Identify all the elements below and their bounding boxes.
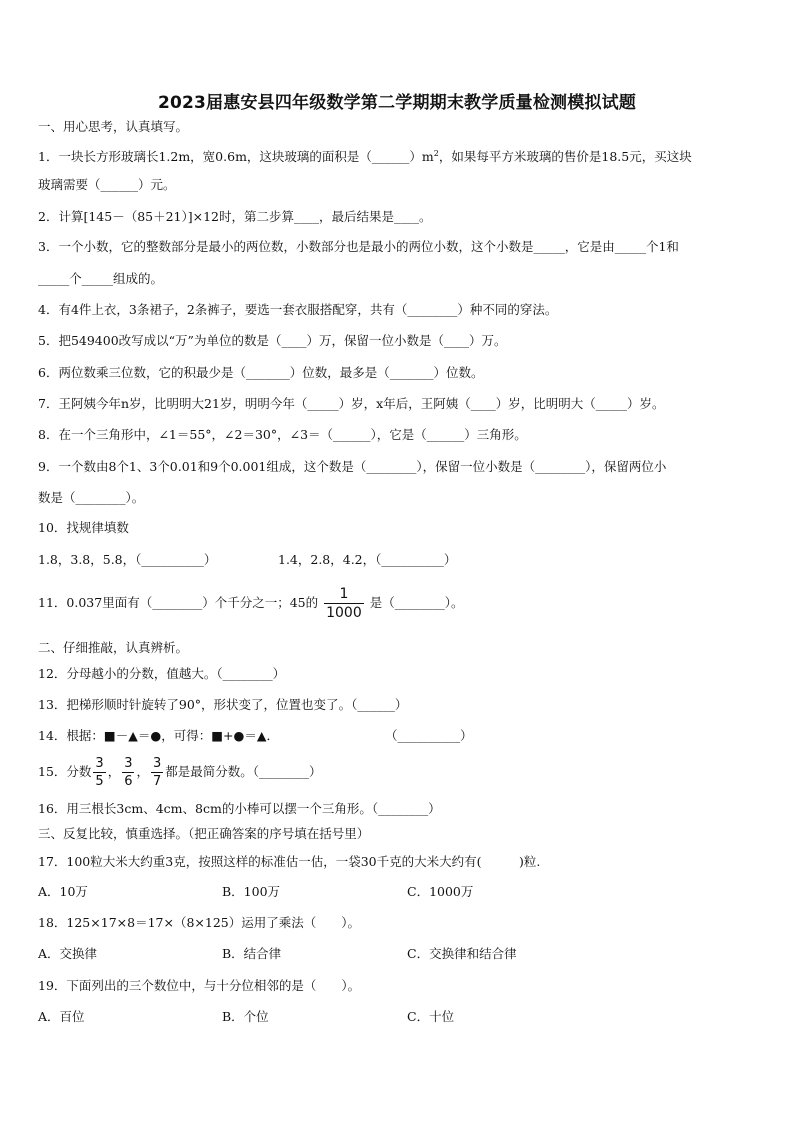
question-15-fraction-2 <box>122 757 134 788</box>
question-1-line-1 <box>38 145 692 166</box>
question-15-text-b: 都是最简分数。（________） <box>165 764 322 779</box>
question-11-text-a: 11．0.037里面有（________）个千分之一；45的 <box>38 595 319 610</box>
question-1-superscript: 2 <box>433 149 439 158</box>
question-3-line-2: _____个_____组成的。 <box>38 271 164 286</box>
question-19-stem: 19．下面列出的三个数位中，与十分位相邻的是（ ）。 <box>38 978 361 993</box>
question-2: 2．计算[145－（85＋21）]×12时，第二步算____，最后结果是____。 <box>38 209 432 224</box>
question-17-option-b: B．100万 <box>222 884 281 899</box>
question-14-blank: （__________） <box>385 728 473 743</box>
section-2-heading: 二、仔细推敲，认真辨析。 <box>38 640 189 655</box>
question-10-right: 1.4，2.8，4.2，（__________） <box>278 552 457 567</box>
question-12: 12．分母越小的分数，值越大。（________） <box>38 666 286 681</box>
section-1-heading: 一、用心思考，认真填写。 <box>38 119 189 134</box>
section-3-heading: 三、反复比较，慎重选择。（把正确答案的序号填在括号里） <box>38 826 370 841</box>
question-19-option-a: A．百位 <box>38 1009 85 1024</box>
question-11-fraction <box>324 587 364 620</box>
question-11-text-b: 是（________）。 <box>369 595 464 610</box>
question-3-line-1: 3．一个小数，它的整数部分是最小的两位数，小数部分也是最小的两位小数，这个小数是_____，它是由_____个1和 <box>38 239 679 254</box>
question-14-text: 14．根据：■－▲＝●，可得：■+●＝▲． <box>38 728 280 743</box>
question-1-line-2: 玻璃需要（______）元。 <box>38 177 176 192</box>
question-10-title: 10．找规律填数 <box>38 520 129 535</box>
question-17-option-c: C．1000万 <box>407 884 474 899</box>
fraction-denominator: 1000 <box>326 605 362 621</box>
question-16: 16．用三根长3cm、4cm、8cm的小棒可以摆一个三角形。（________） <box>38 801 441 816</box>
fraction-denominator: 5 <box>95 774 104 789</box>
question-15-fraction-1 <box>93 757 105 788</box>
question-15 <box>38 752 322 792</box>
question-9-line-2: 数是（________）。 <box>38 490 145 505</box>
fraction-numerator: 1 <box>324 587 364 604</box>
question-8: 8．在一个三角形中，∠1＝55°，∠2＝30°，∠3＝（______），它是（______）三角形。 <box>38 427 527 442</box>
question-10-left: 1.8，3.8，5.8，（__________） <box>38 552 217 567</box>
question-19-option-c: C．十位 <box>407 1009 455 1024</box>
question-1-text-a: 1．一块长方形玻璃长1.2m，宽0.6m，这块玻璃的面积是（______）m <box>38 149 434 164</box>
question-14 <box>38 727 473 745</box>
fraction-numerator: 3 <box>153 756 162 771</box>
question-17-option-a: A．10万 <box>38 884 88 899</box>
fraction-numerator: 3 <box>95 756 104 771</box>
fraction-denominator: 6 <box>124 774 133 789</box>
question-19-option-b: B．个位 <box>222 1009 269 1024</box>
question-18-option-a: A．交换律 <box>38 946 98 961</box>
page-title: 2023届惠安县四年级数学第二学期期末教学质量检测模拟试题 <box>157 93 637 113</box>
question-7: 7．王阿姨今年n岁，比明明大21岁，明明今年（_____）岁，x年后，王阿姨（____）岁，比明明大（_____）岁。 <box>38 396 665 411</box>
question-17-stem: 17．100粒大米大约重3克，按照这样的标准估一估，一袋30千克的大米大约有( )粒. <box>38 854 541 869</box>
question-4: 4．有4件上衣，3条裙子，2条裤子，要选一套衣服搭配穿，共有（________）种不同的穿法。 <box>38 302 558 317</box>
question-18-option-b: B．结合律 <box>222 946 282 961</box>
question-13: 13．把梯形顺时针旋转了90°，形状变了，位置也变了。（______） <box>38 697 408 712</box>
question-18-option-c: C．交换律和结合律 <box>407 946 517 961</box>
question-15-separator-2: ， <box>136 764 149 779</box>
question-1-text-b: ，如果每平方米玻璃的售价是18.5元，买这块 <box>438 149 692 164</box>
question-6: 6．两位数乘三位数，它的积最少是（_______）位数，最多是（_______）位数。 <box>38 365 484 380</box>
fraction-numerator: 3 <box>124 756 133 771</box>
question-15-text-a: 15．分数 <box>38 764 92 779</box>
question-5: 5．把549400改写成以“万”为单位的数是（____）万，保留一位小数是（____）万。 <box>38 333 507 348</box>
question-15-separator-1: ， <box>107 764 121 779</box>
question-15-fraction-3 <box>151 757 163 788</box>
fraction-denominator: 7 <box>153 774 162 789</box>
question-11 <box>38 583 463 623</box>
question-18-stem: 18．125×17×8＝17×（8×125）运用了乘法（ ）。 <box>38 915 360 930</box>
question-9-line-1: 9．一个数由8个1、3个0.01和9个0.001组成，这个数是（________），保留一位小数是（________），保留两位小 <box>38 459 667 474</box>
